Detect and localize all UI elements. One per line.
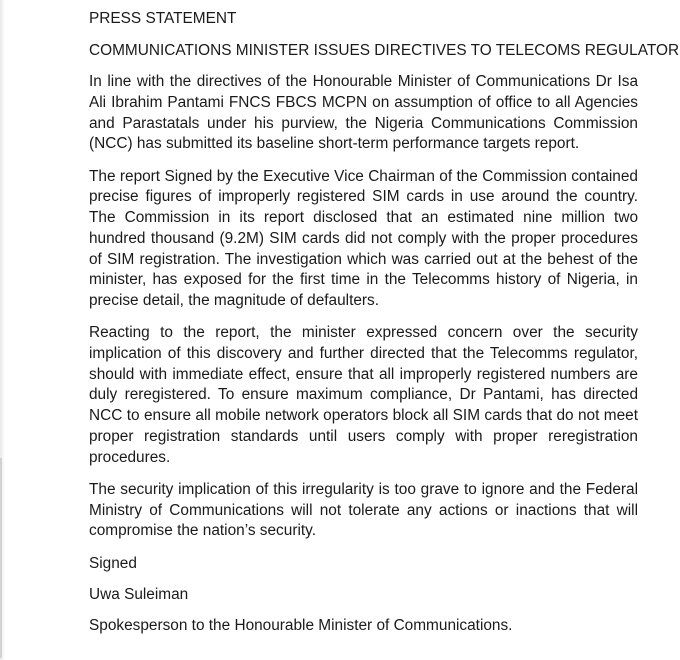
document-headline: COMMUNICATIONS MINISTER ISSUES DIRECTIVES TO TELECOMS REGULATOR	[89, 41, 680, 59]
press-statement-body	[89, 9, 680, 647]
signed-label: Signed	[89, 554, 137, 572]
paragraph-1: In line with the directives of the Honourable Minister of Communications Dr Isa Ali Ibrahim Pantami FNCS FBCS MCPN on assumption of office to all Agencies and Parastatals under his purview, the Nigeria Communications Commission (NCC) has submitted its baseline short-term performance targets report.	[89, 73, 638, 153]
paragraph-4: The security implication of this irregularity is too grave to ignore and the Federal Ministry of Communications will not tolerate any actions or inactions that will compromise the nation’s security.	[89, 480, 638, 540]
document-label: PRESS STATEMENT	[89, 10, 237, 27]
signatory-name: Uwa Suleiman	[89, 585, 189, 603]
signatory-title: Spokesperson to the Honourable Minister of Communications.	[89, 617, 513, 635]
paragraph-3: Reacting to the report, the minister expressed concern over the security implication of this discovery and further directed that the Telecomms regulator, should with immediate effect, ensure that all improperly registered numbers are duly reregistered. To ensure maximum compliance, Dr Pantami, has directed NCC to ensure all mobile network operators block all SIM cards that do not meet proper registration standards until users comply with proper reregistration procedures.	[89, 324, 638, 466]
paragraph-2: The report Signed by the Executive Vice Chairman of the Commission contained precise figures of improperly registered SIM cards in use around the country. The Commission in its report disclosed that an estimated nine million two hundred thousand (9.2M) SIM cards did not comply with the proper procedures of SIM registration. The investigation which was carried out at the behest of the minister, has exposed for the first time in the Telecomms history of Nigeria, in precise detail, the magnitude of defaulters.	[89, 167, 638, 309]
margin-marker-line	[0, 458, 2, 658]
